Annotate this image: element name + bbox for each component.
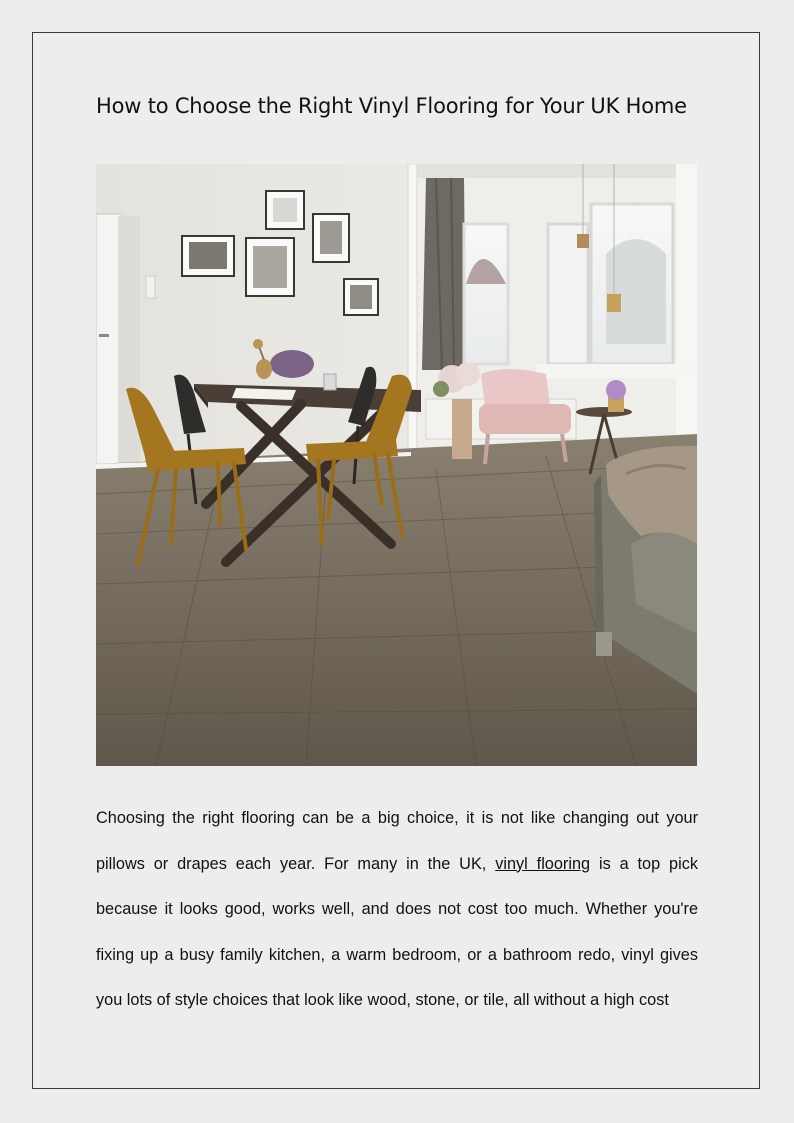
intro-text-start: Choosing the right flooring can be a big choice, it is not like changing out your pillows or drapes each year. For many in the UK, (96, 809, 698, 873)
intro-paragraph (96, 796, 698, 1024)
page-title: How to Choose the Right Vinyl Flooring for Your UK Home (96, 94, 687, 118)
room-photo (96, 164, 697, 766)
intro-text-end: is a top pick because it looks good, works well, and does not cost too much. Whether you're fixing up a busy family kitchen, a warm bedroom, or a bathroom redo, vinyl gives you lots of style choices that look like wood, stone, or tile, all without a high cost (96, 854, 699, 1010)
vinyl-flooring-link[interactable]: vinyl flooring (495, 854, 591, 873)
